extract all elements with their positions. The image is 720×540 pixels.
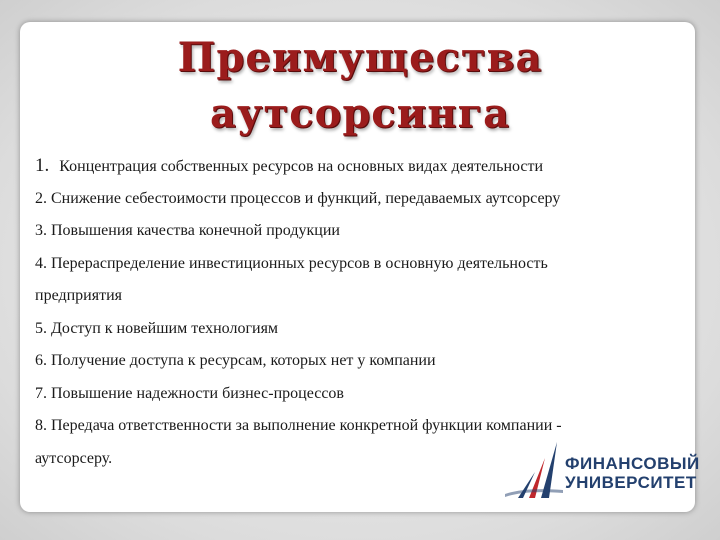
list-item-text: 7. Повышение надежности бизнес-процессов	[35, 384, 344, 402]
list-item-number: 1.	[35, 155, 50, 176]
list-item	[35, 378, 675, 411]
university-logo	[505, 440, 700, 500]
list-item-text: 6. Получение доступа к ресурсам, которых нет у компании	[35, 352, 436, 369]
list-item-text: предприятия	[35, 287, 122, 304]
list-item	[35, 248, 675, 281]
list-item	[35, 313, 675, 346]
list-item	[35, 410, 675, 443]
logo-text-line-2: УНИВЕРСИТЕТ	[565, 473, 697, 492]
list-item-text: Концентрация собственных ресурсов на основных видах деятельности	[59, 158, 544, 175]
list-item-text: 2. Снижение себестоимости процессов и функций, передаваемых аутсорсеру	[35, 189, 561, 207]
advantages-list	[35, 150, 675, 475]
list-item	[35, 150, 675, 183]
list-item-continuation	[35, 280, 675, 313]
list-item-text: 4. Перераспределение инвестиционных ресурсов в основную деятельность	[35, 254, 548, 272]
list-item-text: аутсорсеру.	[35, 449, 113, 467]
list-item-text: 8. Передача ответственности за выполнение конкретной функции компании -	[35, 417, 562, 434]
slide-title-line-1: Преимущества	[177, 34, 543, 81]
logo-text-line-1: ФИНАНСОВЫЙ	[565, 454, 700, 473]
list-item-text: 3. Повышения качества конечной продукции	[35, 222, 340, 239]
slide-title-line-2: аутсорсинга	[209, 90, 511, 137]
list-item-text: 5. Доступ к новейшим технологиям	[35, 319, 279, 337]
university-logo-icon	[505, 440, 565, 500]
list-item	[35, 215, 675, 248]
list-item	[35, 183, 675, 216]
list-item	[35, 345, 675, 378]
